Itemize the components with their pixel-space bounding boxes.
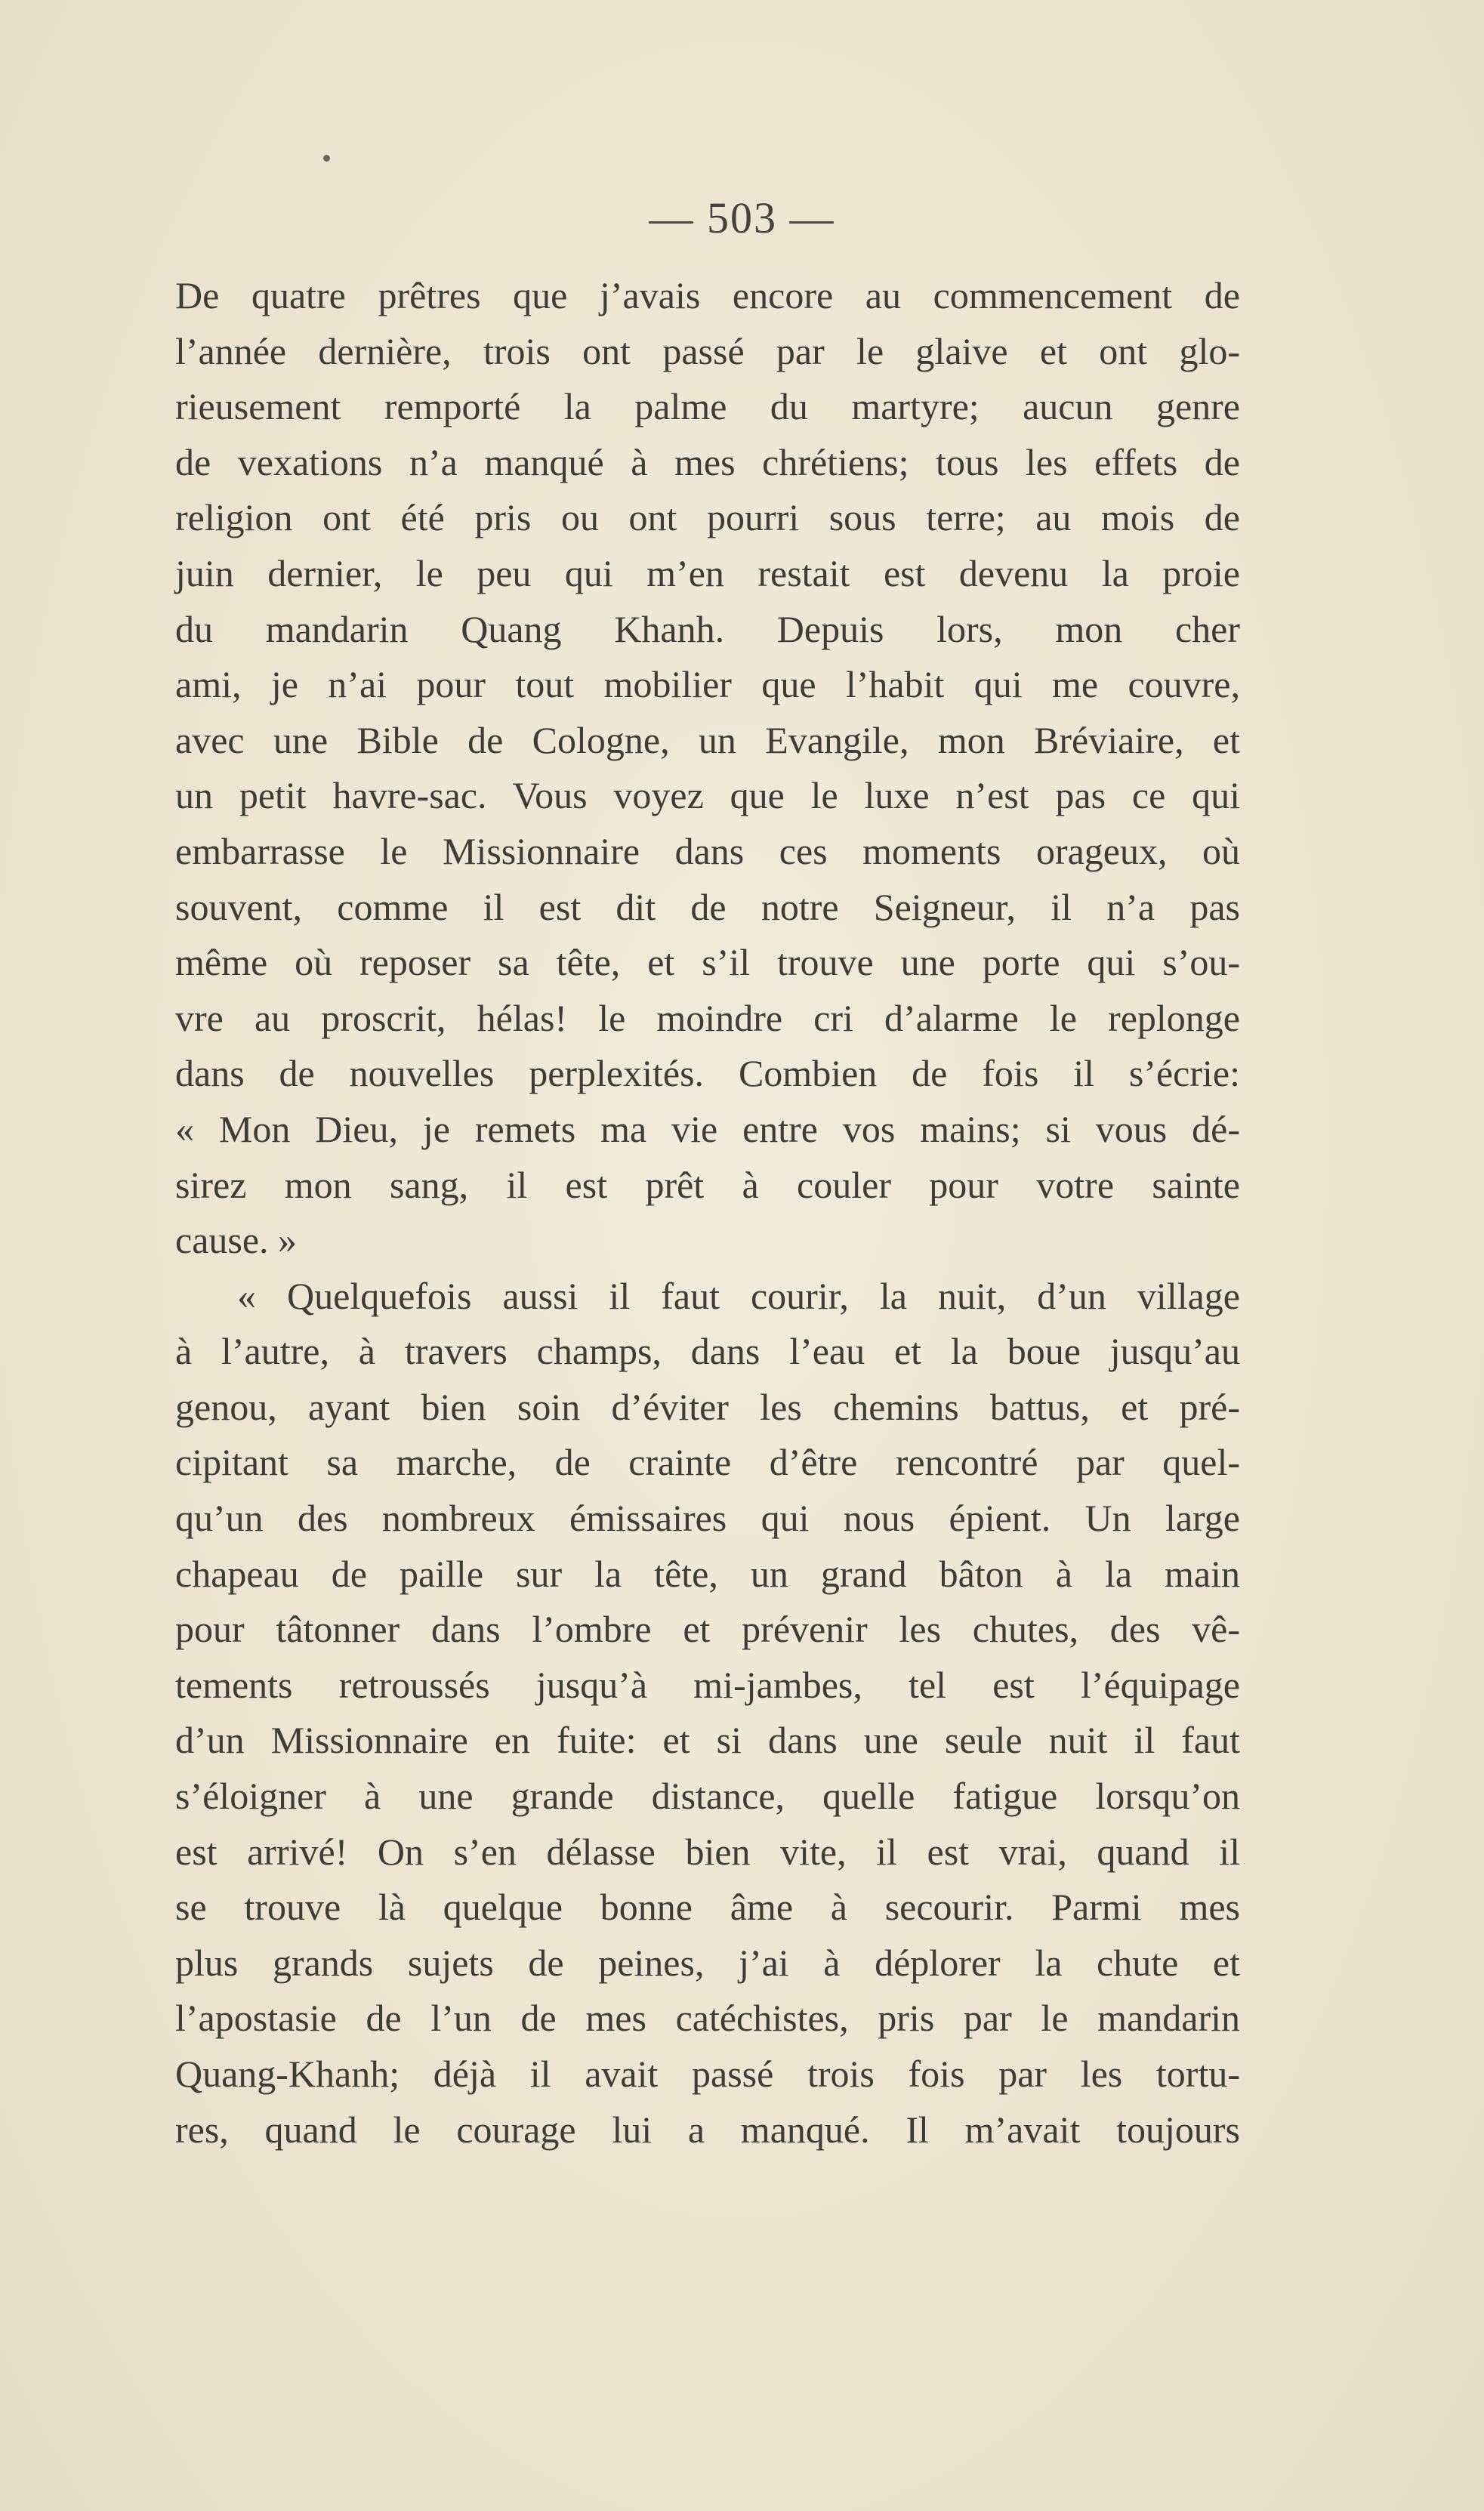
text-line: cipitant sa marche, de crainte d’être rencontré par quel- bbox=[175, 1441, 1240, 1484]
text-line: pour tâtonner dans l’ombre et prévenir les chutes, des vê- bbox=[175, 1608, 1240, 1651]
text-line: souvent, comme il est dit de notre Seigneur, il n’a pas bbox=[175, 885, 1240, 928]
text-line: à l’autre, à travers champs, dans l’eau et la boue jusqu’au bbox=[175, 1330, 1240, 1373]
text-line: « Mon Dieu, je remets ma vie entre vos mains; si vous dé- bbox=[175, 1107, 1240, 1150]
body-text bbox=[175, 268, 1240, 2158]
text-line: Quang-Khanh; déjà il avait passé trois fois par les tortu- bbox=[175, 2053, 1240, 2095]
text-line: vre au proscrit, hélas! le moindre cri d’alarme le replonge bbox=[175, 996, 1240, 1039]
text-line: chapeau de paille sur la tête, un grand bâton à la main bbox=[175, 1552, 1240, 1595]
text-line: l’année dernière, trois ont passé par le glaive et ont glo- bbox=[175, 329, 1240, 372]
text-line: genou, ayant bien soin d’éviter les chemins battus, et pré- bbox=[175, 1385, 1240, 1428]
text-line: se trouve là quelque bonne âme à secourir. Parmi mes bbox=[175, 1886, 1240, 1929]
text-line: d’un Missionnaire en fuite: et si dans une seule nuit il faut bbox=[175, 1719, 1240, 1762]
text-line: du mandarin Quang Khanh. Depuis lors, mon cher bbox=[175, 607, 1240, 650]
text-line: « Quelquefois aussi il faut courir, la nuit, d’un village bbox=[237, 1274, 1240, 1317]
text-line: de vexations n’a manqué à mes chrétiens; tous les effets de bbox=[175, 440, 1240, 483]
text-line: est arrivé! On s’en délasse bien vite, il est vrai, quand il bbox=[175, 1830, 1240, 1873]
text-line: religion ont été pris ou ont pourri sous terre; au mois de bbox=[175, 496, 1240, 539]
text-line: même où reposer sa tête, et s’il trouve une porte qui s’ou- bbox=[175, 941, 1240, 984]
text-line: tements retroussés jusqu’à mi-jambes, tel est l’équipage bbox=[175, 1663, 1240, 1706]
ink-speck bbox=[323, 155, 330, 162]
text-line: un petit havre-sac. Vous voyez que le luxe n’est pas ce qui bbox=[175, 774, 1240, 817]
text-line: qu’un des nombreux émissaires qui nous épient. Un large bbox=[175, 1497, 1240, 1540]
text-line: l’apostasie de l’un de mes catéchistes, pris par le mandarin bbox=[175, 1997, 1240, 2040]
text-line: De quatre prêtres que j’avais encore au commencement de bbox=[175, 274, 1240, 316]
text-line: cause. » bbox=[175, 1219, 298, 1262]
text-line: avec une Bible de Cologne, un Evangile, mon Bréviaire, et bbox=[175, 718, 1240, 761]
text-line: ami, je n’ai pour tout mobilier que l’habit qui me couvre, bbox=[175, 663, 1240, 706]
text-line: sirez mon sang, il est prêt à couler pour votre sainte bbox=[175, 1163, 1240, 1206]
text-line: juin dernier, le peu qui m’en restait est devenu la proie bbox=[175, 551, 1240, 594]
text-line: embarrasse le Missionnaire dans ces moments orageux, où bbox=[175, 829, 1240, 872]
text-line: plus grands sujets de peines, j’ai à déplorer la chute et bbox=[175, 1941, 1240, 1984]
text-line: rieusement remporté la palme du martyre; aucun genre bbox=[175, 385, 1240, 428]
page-number: — 503 — bbox=[649, 193, 835, 242]
text-line: dans de nouvelles perplexités. Combien de fois il s’écrie: bbox=[175, 1052, 1240, 1095]
text-line: s’éloigner à une grande distance, quelle fatigue lorsqu’on bbox=[175, 1775, 1240, 1818]
text-line: res, quand le courage lui a manqué. Il m’avait toujours bbox=[175, 2108, 1240, 2151]
